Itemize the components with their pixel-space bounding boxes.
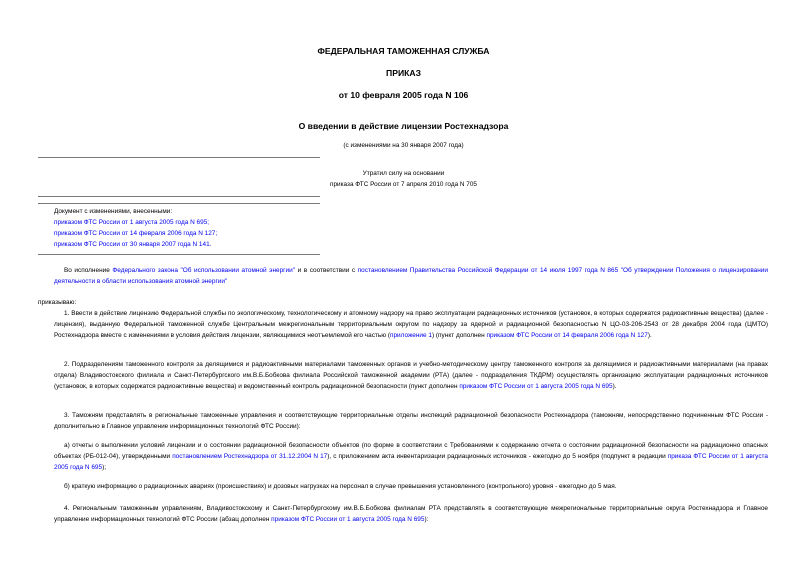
order-695-link[interactable]: приказом ФТС России от 1 августа 2005 года N 695 — [459, 383, 613, 390]
order-695-link[interactable]: приказа ФТС России от 1 августа 2005 года N 695 — [54, 453, 769, 471]
amendment-link-2[interactable]: приказом ФТС России от 14 февраля 2006 года N 127; — [54, 230, 218, 237]
paragraph-3: 3. Таможням представлять в региональные таможенные управления и соответствующие территориальные отделы инспекций радиационной безопасности Ростехнадзора (таможням, непосредственно подчиненным ФТС России - дополнительно в Главное управление информационных технологий ФТС России): — [54, 412, 768, 430]
order-127-link[interactable]: приказом ФТС России от 14 февраля 2006 года N 127 — [486, 332, 648, 339]
status-line-2: приказа ФТС России от 7 апреля 2010 года N 705 — [330, 181, 477, 188]
rostekhnadzor-decree-link[interactable]: постановлением Ростехнадзора от 31.12.2004 N 17 — [172, 453, 328, 460]
amendment-link-3[interactable]: приказом ФТС России от 30 января 2007 года N 141. — [54, 241, 212, 248]
federal-law-link[interactable]: Федерального закона "Об использовании атомной энергии" — [112, 267, 296, 274]
divider — [38, 203, 320, 204]
status-line-1: Утратил силу на основании — [362, 170, 445, 177]
amendment-link-1[interactable]: приказом ФТС России от 1 августа 2005 года N 695; — [54, 219, 210, 226]
paragraph-3a: а) отчеты о выполнении условий лицензии и о состоянии радиационной безопасности объектов (по форме в соответствии с Требованиями к содержанию отчета о состоянии радиационной безопасности на радиационно опасных объектах (РБ-012-04), утвержденными постановлением Ростехнадзора от 31.12.2004 N 17), с приложением акта инвентаризации радиационных источников - ежегодно до 5 ноября (подпункт в редакции приказа ФТС России от 1 августа 2005 года N 695); — [54, 442, 769, 471]
date-number-heading: от 10 февраля 2005 года N 106 — [338, 90, 469, 100]
paragraph-1: 1. Ввести в действие лицензию Федеральной службы по экологическому, технологическому и атомному надзору на право эксплуатации радиационных источников (установок, в которых содержатся радиоактивные вещества) (далее - лицензия), выданную Федеральной таможенной службе Центральным межрегиональным территориальным округом по надзору за ядерной и радиационной безопасностью N ЦО-03-206-2543 от 28 декабря 2004 года (ЦМТО) Ростехнадзора вместе с изменениями в условия действия лицензии, являющимися неотъемлемой его частью (приложение 1) (пункт дополнен приказом ФТС России от 14 февраля 2006 года N 127). — [54, 310, 768, 339]
preamble-paragraph: Во исполнение Федерального закона "Об использовании атомной энергии" и в соответствии с постановлением Правительства Российской Федерации от 14 июля 1997 года N 865 "Об утверждении Положения о лицензировании деятельности в области использования атомной энергии" — [54, 267, 768, 285]
appendix-1-link[interactable]: приложение 1 — [389, 332, 432, 339]
divider — [38, 254, 320, 255]
document-title: О введении в действие лицензии Ростехнадзора — [298, 121, 509, 131]
paragraph-4: 4. Региональным таможенным управлениям, Владивостокскому и Санкт-Петербургскому им.В.Б.Бобкова филиалам РТА представлять в соответствующие межрегиональные территориальные округа Ростехнадзора и Главное управление информационных технологий ФТС России (абзац дополнен приказом ФТС России от 1 августа 2005 года N 695): — [54, 505, 768, 523]
paragraph-2: 2. Подразделениям таможенного контроля за делящимися и радиоактивными материалами таможенных органов и учебно-методическому центру таможенного контроля за делящимися и радиоактивными материалами (на правах отдела) Владивостокского филиала и Санкт-Петербургского им.В.Б.Бобкова филиала Российской таможенной академии (РТА) (далее - подразделения ТКДРМ) осуществлять организацию эксплуатации радиационных источников (установок, в которых содержатся радиоактивные вещества) и ведомственный контроль радиационной безопасности (пункт дополнен приказом ФТС России от 1 августа 2005 года N 695). — [54, 361, 768, 390]
divider — [38, 157, 320, 158]
amendments-intro: Документ с изменениями, внесенными: — [54, 208, 173, 215]
paragraph-3b: б) краткую информацию о радиационных авариях (происшествиях) и дозовых нагрузках на персонал в случае превышения установленного (контрольного) уровня - ежегодно до 5 мая. — [64, 483, 617, 490]
order-word: приказываю: — [38, 299, 77, 306]
agency-heading: ФЕДЕРАЛЬНАЯ ТАМОЖЕННАЯ СЛУЖБА — [317, 46, 490, 56]
government-decree-link[interactable]: постановлением Правительства Российской Федерации от 14 июля 1997 года N 865 "Об утверждении Положения о лицензировании деятельности в области использования атомной энергии" — [54, 267, 768, 285]
divider — [38, 196, 320, 197]
doc-type-heading: ПРИКАЗ — [386, 68, 421, 78]
order-695-link[interactable]: приказом ФТС России от 1 августа 2005 года N 695 — [271, 516, 425, 523]
changes-note: (с изменениями на 30 января 2007 года) — [343, 142, 464, 149]
